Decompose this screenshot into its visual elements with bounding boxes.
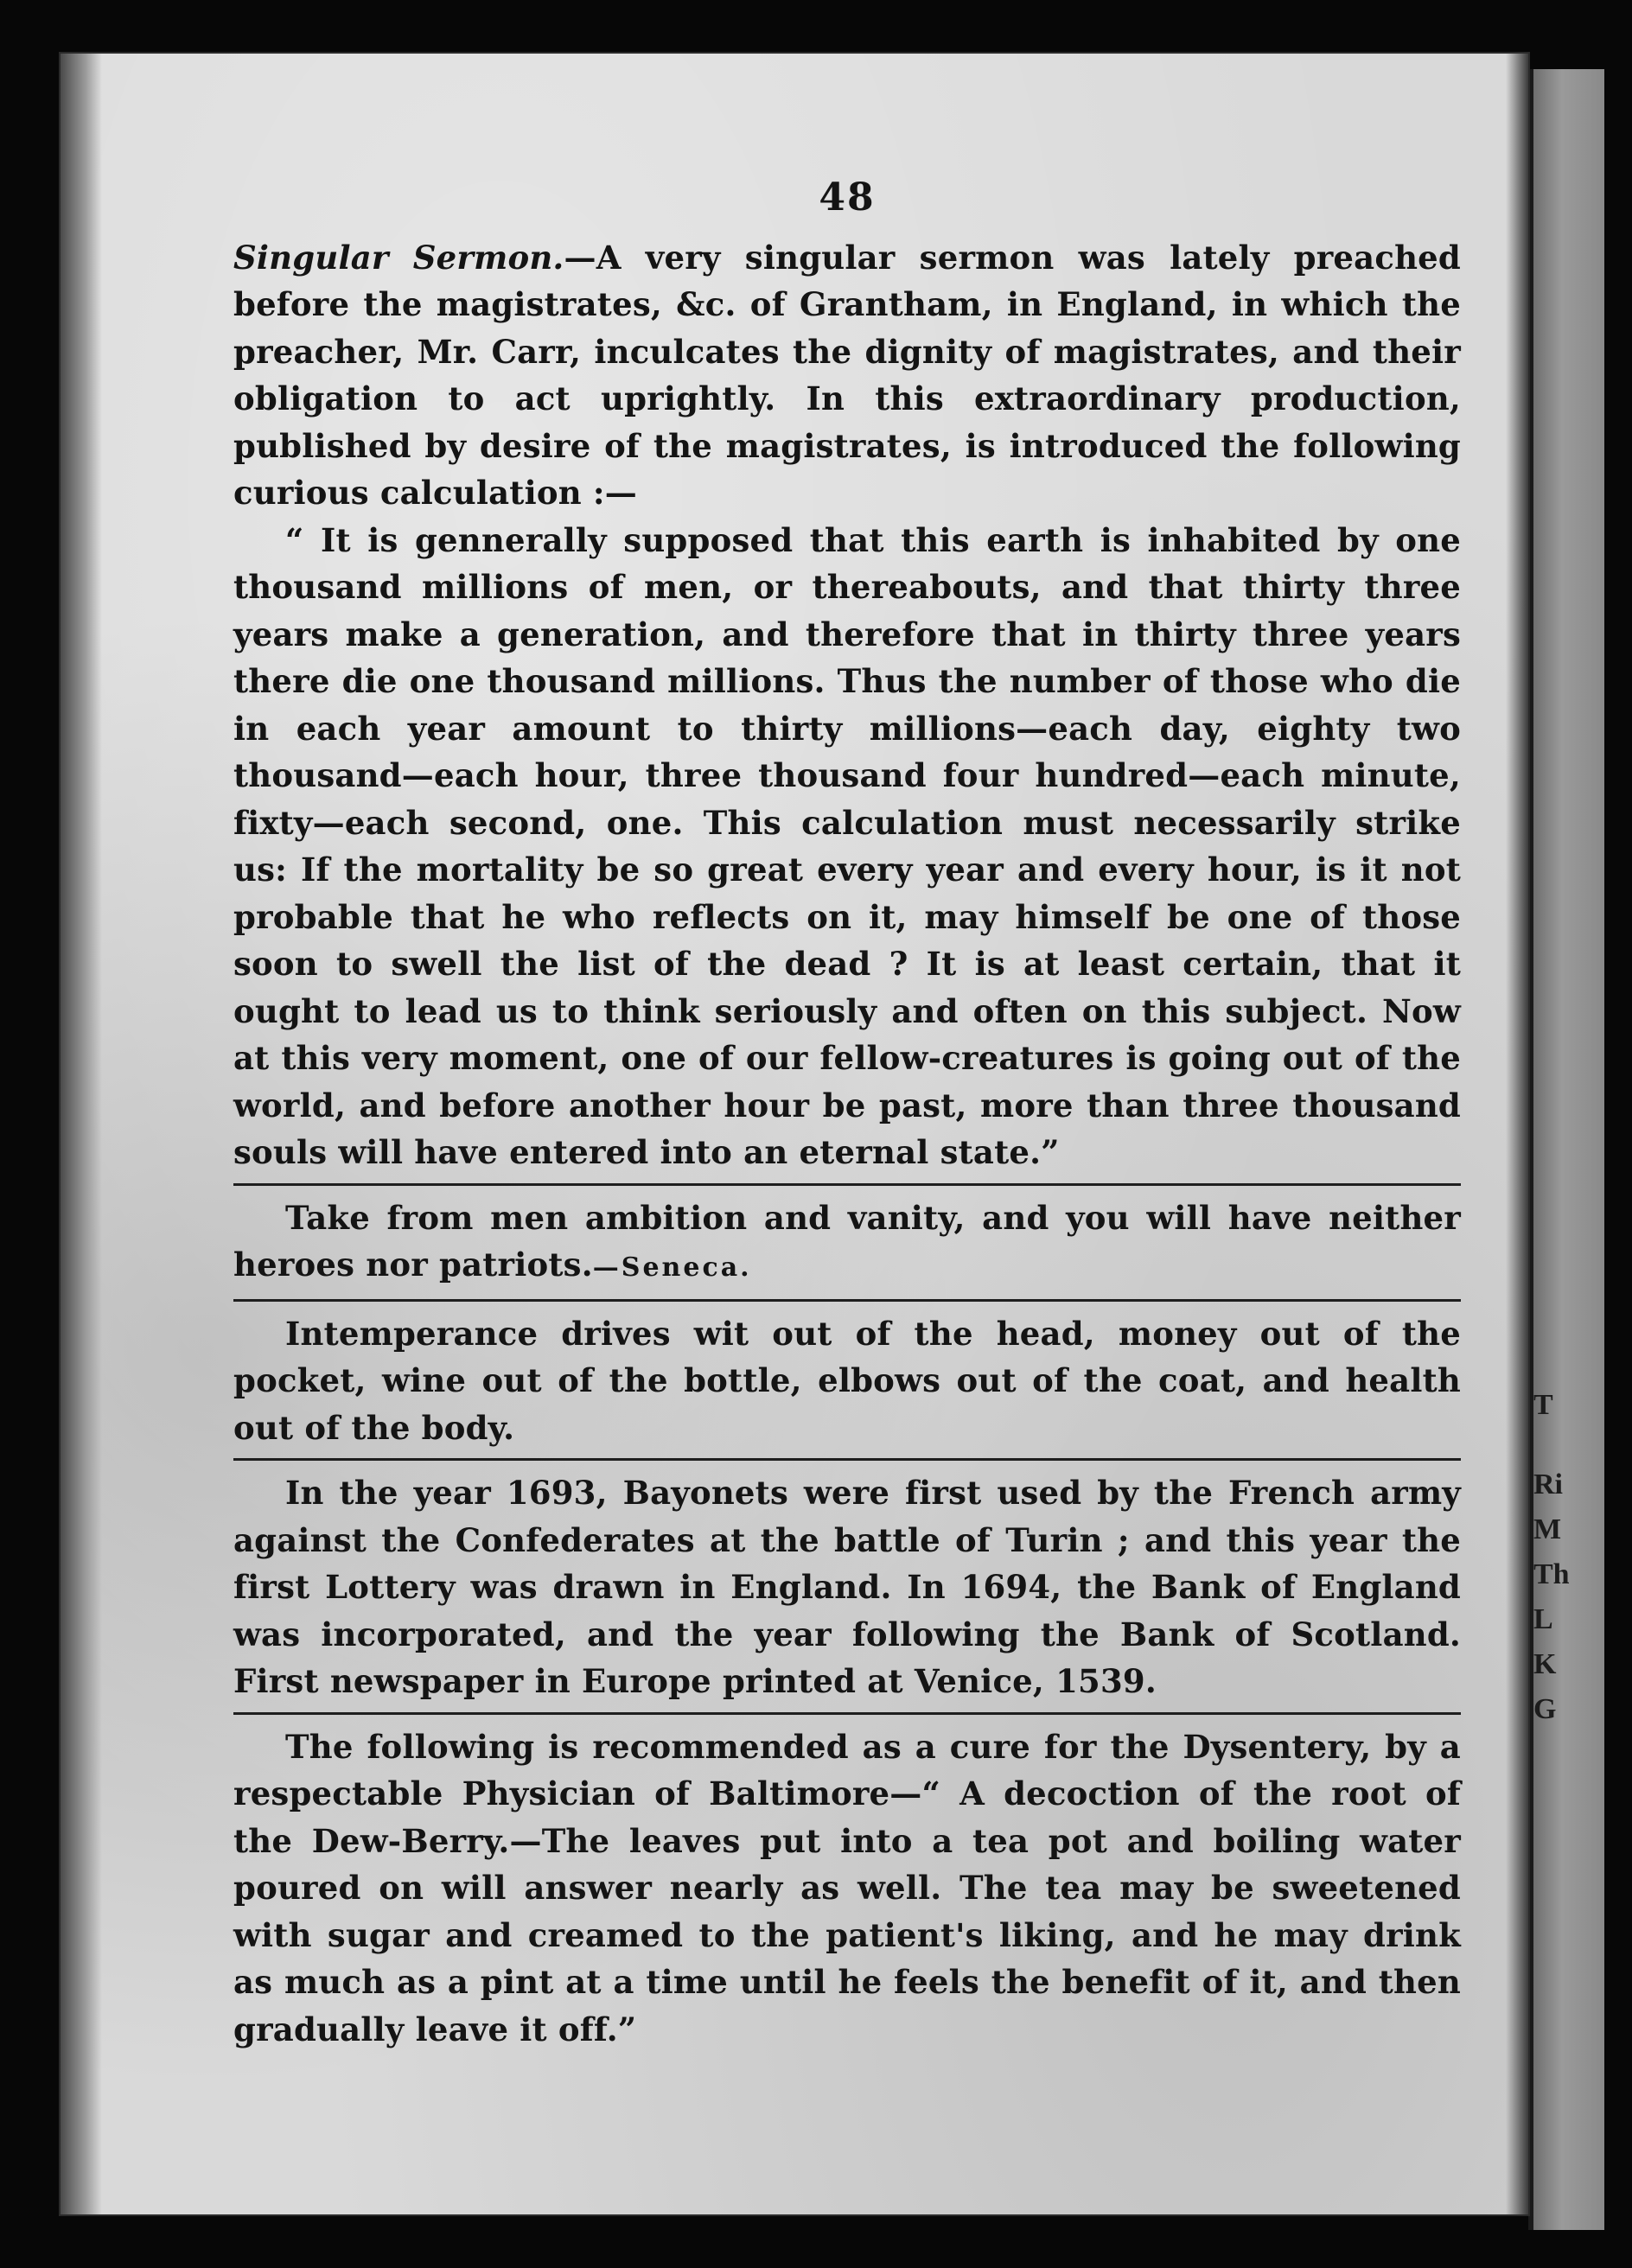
- facing-letter: K: [1533, 1648, 1557, 1680]
- seneca-paragraph: [233, 1195, 1461, 1292]
- seneca-attribution: —Seneca.: [592, 1252, 752, 1283]
- page-shadow-right: [1506, 54, 1528, 2214]
- section-divider: [233, 1712, 1461, 1715]
- intemperance-paragraph: Intemperance drives wit out of the head, money out of the pocket, wine out of the bottle, elbows out of the coat, and health out of the body.: [233, 1314, 1461, 1447]
- sermon-quote: “ It is gennerally supposed that this earth is inhabited by one thousand millions of men, or thereabouts, and that thirty three years make a generation, and therefore that in thirty three years there die one thousand millions. Thus the number of those who die in each year amount to thirty millions—each day, eighty two thousand—each hour, three thousand four hundred—each minute, fixty—each second, one. This calculation must necessarily strike us: If the mortality be so great every year and every hour, is it not probable that he who reflects on it, may himself be one of those soon to swell the list of the dead ? It is at least certain, that it ought to lead us to think seriously and often on this subject. Now at this very moment, one of our fellow-creatures is going out of the world, and before another hour be past, more than three thousand souls will have entered into an eternal state.”: [233, 520, 1461, 1171]
- facing-page-edge: [1528, 69, 1604, 2230]
- document-page: [59, 52, 1530, 2216]
- page-shadow-left: [61, 54, 102, 2214]
- facing-letter: Th: [1533, 1558, 1570, 1590]
- sermon-paragraph: [233, 234, 1461, 517]
- section-divider: [233, 1299, 1461, 1302]
- facing-letter: Ri: [1533, 1468, 1563, 1500]
- facing-letter: G: [1533, 1693, 1557, 1725]
- sermon-heading: Singular Sermon.: [233, 238, 564, 277]
- bayonets-paragraph: In the year 1693, Bayonets were first used by the French army against the Confederates at the battle of Turin ; and this year the first Lottery was drawn in England. In 1694, the Bank of England was incorporated, and the year following the Bank of Scotland. First newspaper in Europe printed at Venice, 1539.: [233, 1474, 1461, 1700]
- facing-letter: L: [1533, 1603, 1553, 1635]
- section-divider: [233, 1458, 1461, 1461]
- page-number: 48: [819, 175, 876, 220]
- facing-letter: T: [1533, 1389, 1553, 1421]
- sermon-body: —A very singular sermon was lately preached before the magistrates, &c. of Grantham, in England, in which the preacher, Mr. Carr, inculcates the dignity of magistrates, and their obligation to act uprightly. In this extraordinary production, published by desire of the magistrates, is introduced the following curious calculation :—: [233, 238, 1461, 512]
- page-content: [233, 175, 1461, 2053]
- seneca-text: Take from men ambition and vanity, and you will have neither heroes nor patriots.: [233, 1198, 1461, 1284]
- facing-letter: M: [1533, 1513, 1562, 1545]
- facing-page-letters: [1528, 1383, 1589, 1732]
- dysentery-paragraph: The following is recommended as a cure for the Dysentery, by a respectable Physician of Baltimore—“ A decoction of the root of the Dew-Berry.—The leaves put into a tea pot and boiling water poured on will answer nearly as well. The tea may be sweetened with sugar and creamed to the patient's liking, and he may drink as much as a pint at a time until he feels the benefit of it, and then gradually leave it off.”: [233, 1727, 1461, 2048]
- section-divider: [233, 1183, 1461, 1186]
